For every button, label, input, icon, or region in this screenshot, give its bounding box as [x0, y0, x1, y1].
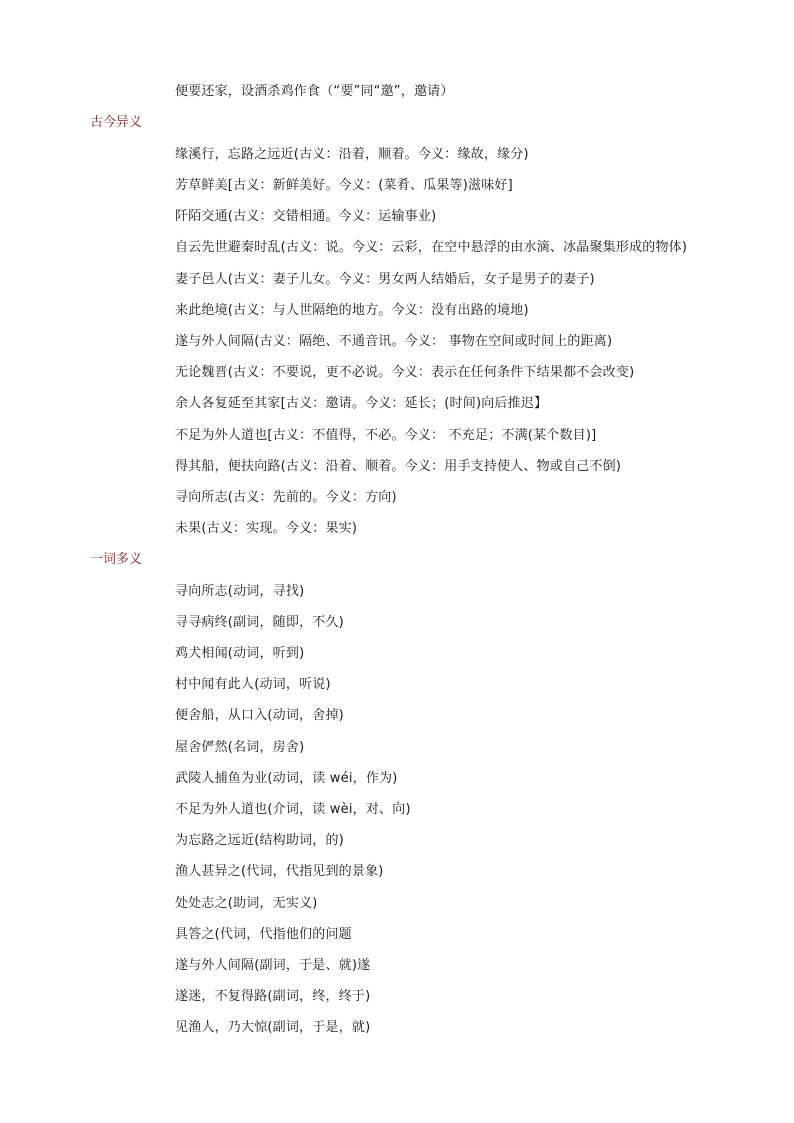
yici-item: 见渔人，乃大惊(副词，于是，就) — [175, 1020, 371, 1035]
yici-item: 寻寻病终(副词，随即，不久) — [175, 615, 344, 630]
yici-item: 渔人甚异之(代词，代指见到的景象) — [175, 864, 384, 879]
yici-item: 村中闻有此人(动词，听说) — [175, 677, 331, 692]
yici-item: 不足为外人道也(介词，读 wèi，对、向) — [175, 802, 411, 817]
gujin-item: 芳草鲜美[古义：新鲜美好。今义：(菜肴、瓜果等)滋味好] — [175, 178, 513, 193]
gujin-item: 自云先世避秦时乱(古义：说。今义：云彩，在空中悬浮的由水滴、冰晶聚集形成的物体) — [175, 240, 688, 255]
gujin-item: 阡陌交通(古义：交错相通。今义：运输事业) — [175, 209, 437, 224]
yici-item: 屋舍俨然(名词，房舍) — [175, 740, 305, 755]
gujin-item: 未果(古义：实现。今义：果实) — [175, 521, 358, 536]
section-heading-yici: 一词多义 — [90, 552, 143, 567]
yici-item: 寻向所志(动词，寻找) — [175, 584, 305, 599]
gujin-item: 妻子邑人(古义：妻子儿女。今义：男女两人结婚后，女子是男子的妻子) — [175, 272, 595, 287]
yici-item: 具答之(代词，代指他们的问题 — [175, 927, 352, 942]
gujin-item: 遂与外人间隔(古义：隔绝、不通音讯。今义： 事物在空间或时间上的距离) — [175, 334, 613, 349]
section-heading-gujin: 古今异义 — [90, 115, 143, 130]
yici-item: 武陵人捕鱼为业(动词，读 wéi，作为) — [175, 771, 398, 786]
yici-item: 便舍船，从口入(动词，舍掉) — [175, 708, 344, 723]
yici-item: 遂迷，不复得路(副词，终，终于) — [175, 989, 371, 1004]
gujin-item: 得其船，便扶向路(古义：沿着、顺着。今义：用手支持使人、物或自己不倒) — [175, 459, 622, 474]
yici-item: 处处志之(助词，无实义) — [175, 896, 318, 911]
gujin-item: 不足为外人道也[古义：不值得，不必。今义： 不充足；不满(某个数目)] — [175, 428, 597, 443]
gujin-item: 无论魏晋(古义：不要说，更不必说。今义：表示在任何条件下结果都不会改变) — [175, 365, 635, 380]
intro-line: 便要还家，设酒杀鸡作食（“要”同“邀”，邀请） — [175, 84, 454, 99]
gujin-item: 缘溪行，忘路之远近(古义：沿着，顺着。今义：缘故，缘分) — [175, 147, 529, 162]
gujin-item: 来此绝境(古义：与人世隔绝的地方。今义：没有出路的境地) — [175, 303, 529, 318]
gujin-item: 寻向所志(古义：先前的。今义：方向) — [175, 490, 397, 505]
yici-item: 鸡犬相闻(动词，听到) — [175, 646, 305, 661]
gujin-item: 余人各复延至其家[古义：邀请。今义：延长；(时间)向后推迟】 — [175, 396, 548, 411]
yici-item: 遂与外人间隔(副词，于是、就)遂 — [175, 958, 371, 973]
yici-item: 为忘路之远近(结构助词，的) — [175, 833, 344, 848]
